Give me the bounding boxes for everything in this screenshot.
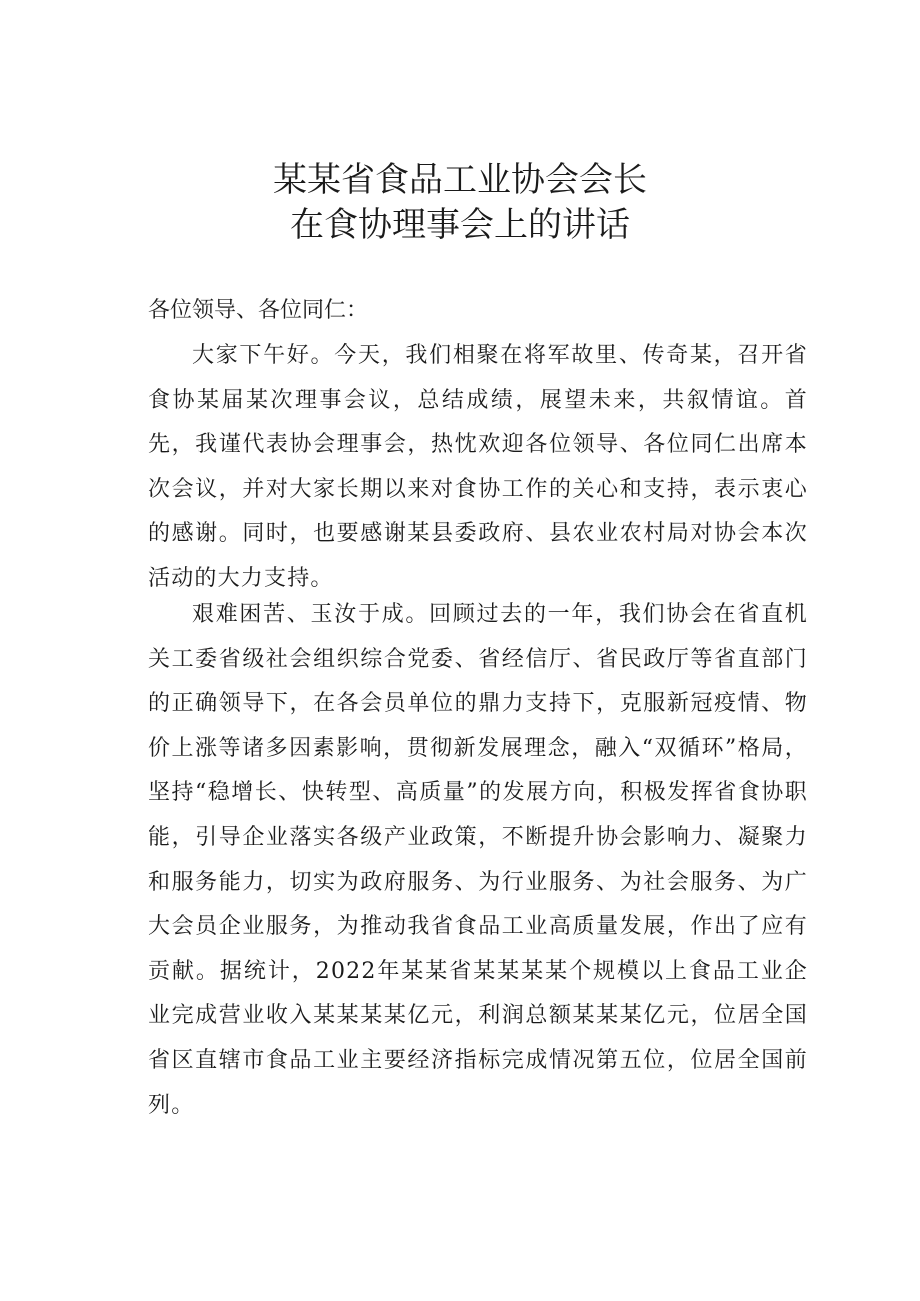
paragraph-1: 大家下午好。今天，我们相聚在将军故里、传奇某，召开省食协某届某次理事会议，总结成绩，展望未来，共叙情谊。首先，我谨代表协会理事会，热忱欢迎各位领导、各位同仁出席本次会议，并对大家长期以来对食协工作的关心和支持，表示衷心的感谢。同时，也要感谢某县委政府、县农业农村局对协会本次活动的大力支持。: [148, 343, 808, 591]
document-title-line-2: 在食协理事会上的讲话: [290, 205, 630, 245]
salutation: 各位领导、各位同仁：: [148, 298, 369, 323]
document-title-line-1: 某某省食品工业协会会长: [273, 160, 647, 200]
paragraph-2: 艰难困苦、玉汝于成。回顾过去的一年，我们协会在省直机关工委省级社会组织综合党委、省经信厅、省民政厅等省直部门的正确领导下，在各会员单位的鼎力支持下，克服新冠疫情、物价上涨等诸多因素影响，贯彻新发展理念，融入“双循环”格局，坚持“稳增长、快转型、高质量”的发展方向，积极发挥省食协职能，引导企业落实各级产业政策，不断提升协会影响力、凝聚力和服务能力，切实为政府服务、为行业服务、为社会服务、为广大会员企业服务，为推动我省食品工业高质量发展，作出了应有贡献。据统计，2022年某某省某某某某个规模以上食品工业企业完成营业收入某某某某亿元，利润总额某某某亿元，位居全国省区直辖市食品工业主要经济指标完成情况第五位，位居全国前列。: [148, 602, 808, 1118]
